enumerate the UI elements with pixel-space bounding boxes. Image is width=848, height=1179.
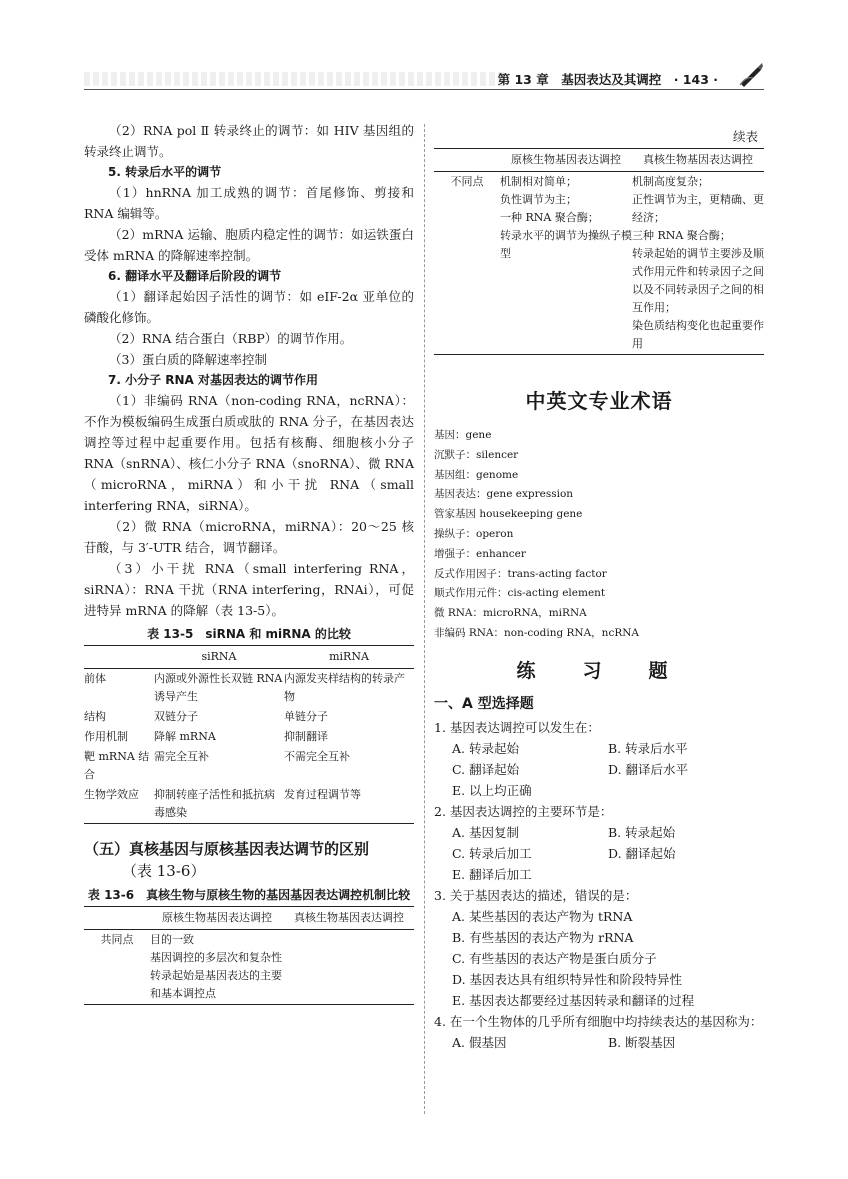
cell-line: 三种 RNA 聚合酶； [632,229,731,242]
table-cell: 抑制转座子活性和抵抗病毒感染 [154,788,275,819]
term-item: 反式作用因子：trans-acting factor [434,567,607,580]
table-header [434,149,500,172]
subheading: 5. 转录后水平的调节 [108,165,222,179]
option: A. 假基因 [452,1034,507,1050]
cell-line: 染色质结构变化也起重要作用 [632,319,764,350]
table-header [84,646,154,669]
option: A. 某些基因的表达产物为 tRNA [452,908,633,924]
cell-line: 目的一致 [150,933,194,946]
table-header: 真核生物基因表达调控 [632,149,764,172]
table-sirna-mirna [84,645,414,824]
term-item: 基因：gene [434,429,492,441]
question: 4. 在一个生物体的几乎所有细胞中均持续表达的基因称为： [434,1013,763,1029]
option: C. 转录后加工 [452,845,532,861]
table-cell: 前体 [84,672,106,685]
table-cell: 降解 mRNA [154,730,216,743]
table-row [84,747,414,785]
terms-title: 中英文专业术语 [525,389,673,413]
table-caption: 表 13-6 真核生物与原核生物的基因基因表达调控机制比较 [87,888,411,902]
term-item: 沉默子：silencer [434,448,519,461]
option: E. 基因表达都要经过基因转录和翻译的过程 [452,992,695,1008]
option: C. 有些基因的表达产物是蛋白质分子 [452,950,657,966]
terms-list [434,426,764,644]
section-heading-ref: （表 13-6） [122,862,206,880]
cell-line: 转录水平的调节为操纵子模型 [500,229,632,260]
subheading: 7. 小分子 RNA 对基因表达的调节作用 [108,373,319,387]
section-heading: （五）真核基因与原核基因表达调节的区别 [84,840,370,858]
option: B. 转录起始 [608,824,676,840]
table-cell: 发育过程调节等 [284,788,361,801]
table-header: miRNA [284,646,414,669]
right-column [434,120,764,1053]
option: B. 转录后水平 [608,740,688,756]
table-cell [150,930,284,1005]
exercises-title: 练 习 题 [516,659,682,682]
table-cell: 抑制翻译 [284,730,328,743]
table-cell: 内源发夹样结构的转录产物 [284,672,405,703]
paragraph: （3）蛋白质的降解速率控制 [109,352,267,367]
table-cell: 内源或外源性长双链 RNA 诱导产生 [154,672,283,703]
table-cell: 靶 mRNA 结合 [84,750,150,781]
option: D. 基因表达具有组织特异性和阶段特异性 [452,971,683,987]
table-cell: 生物学效应 [84,788,139,801]
paragraph: （1）hnRNA 加工成熟的调节：首尾修饰、剪接和 RNA 编辑等。 [84,185,414,221]
options [434,906,764,1011]
option: A. 转录起始 [452,740,519,756]
paragraph: （2）RNA 结合蛋白（RBP）的调节作用。 [109,331,353,346]
term-item: 管家基因 housekeeping gene [434,508,583,521]
left-column [84,120,414,1005]
option: B. 断裂基因 [608,1034,676,1050]
table-header-row [434,149,764,172]
page-header [84,64,764,90]
question-type-heading: 一、A 型选择题 [434,695,534,712]
cell-line: 机制相对简单； [500,175,577,188]
term-item: 基因组：genome [434,468,519,481]
question: 3. 关于基因表达的描述，错误的是： [434,887,638,903]
paragraph: （3）小干扰 RNA（small interfering RNA，siRNA）：RNA 干扰（RNA interfering，RNAi），可促进特异 mRNA 的降解（表 13-5）。 [84,561,414,618]
paragraph: （2）微 RNA（microRNA，miRNA）：20～25 核苷酸，与 3′-UTR 结合，调节翻译。 [84,519,414,555]
cell-line: 转录起始是基因表达的主要和基本调控点 [150,969,282,1000]
cell-line: 转录起始的调节主要涉及顺式作用元件和转录因子之间以及不同转录因子之间的相互作用； [632,247,764,314]
header-title: 第 13 章 基因表达及其调控 · 143 · [497,72,718,87]
option: E. 以上均正确 [452,782,532,798]
column-divider [424,124,425,1114]
term-item: 增强子：enhancer [434,547,526,560]
term-item: 微 RNA：microRNA，miRNA [434,607,587,620]
table-cell: 需完全互补 [154,750,209,763]
options [434,822,764,885]
term-item: 顺式作用元件：cis-acting element [434,587,606,600]
table-row [84,930,414,1005]
table-row [84,785,414,824]
options [434,1032,764,1053]
options [434,738,764,801]
header-decoration [84,72,504,86]
paragraph: （1）翻译起始因子活性的调节：如 eIF-2α 亚单位的磷酸化修饰。 [84,289,414,325]
cell-line: 基因调控的多层次和复杂性 [150,951,282,964]
option: D. 翻译起始 [608,845,676,861]
subheading: 6. 翻译水平及翻译后阶段的调节 [108,269,282,283]
header-rule [84,89,764,90]
table-header: 真核生物基因表达调控 [284,907,414,930]
table-header: 原核生物基因表达调控 [150,907,284,930]
table-regulation-comparison-continued [434,148,764,355]
option: B. 有些基因的表达产物为 rRNA [452,929,634,945]
table-header-row [84,646,414,669]
table-header [84,907,150,930]
question: 1. 基因表达调控可以发生在： [434,719,600,735]
table-row [84,707,414,727]
table-row [84,727,414,747]
cell-line: 一种 RNA 聚合酶； [500,211,599,224]
table-cell: 结构 [84,710,106,723]
table-continued-label: 续表 [732,129,758,144]
table-cell: 不需完全互补 [284,750,350,763]
pen-icon [738,62,764,88]
table-caption: 表 13-5 siRNA 和 miRNA 的比较 [147,627,351,641]
table-cell: 双链分子 [154,710,198,723]
table-header: siRNA [154,646,284,669]
option: A. 基因复制 [452,824,519,840]
table-cell [632,172,764,355]
table-header-row [84,907,414,930]
option: C. 翻译起始 [452,761,520,777]
paragraph: （2）RNA pol Ⅱ 转录终止的调节：如 HIV 基因组的转录终止调节。 [84,123,414,159]
table-regulation-comparison [84,906,414,1005]
cell-line: 负性调节为主； [500,193,577,206]
term-item: 操纵子：operon [434,527,514,540]
paragraph: （1）非编码 RNA（non-coding RNA，ncRNA）：不作为模板编码生成蛋白质或肽的 RNA 分子，在基因表达调控等过程中起重要作用。包括有核酶、细胞核小分子 RNA（snRNA）、核仁小分子 RNA（snoRNA）、微 RNA（microRNA，miRNA）和小干扰 RNA（small interfering RNA，siRNA）。 [84,393,414,513]
option: E. 翻译后加工 [452,866,532,882]
table-cell: 共同点 [100,933,134,946]
term-item: 基因表达：gene expression [434,488,574,501]
table-cell: 作用机制 [84,730,128,743]
table-row [434,172,764,355]
table-header: 原核生物基因表达调控 [500,149,632,172]
paragraph: （2）mRNA 运输、胞质内稳定性的调节：如运铁蛋白受体 mRNA 的降解速率控制。 [84,227,414,263]
cell-line: 正性调节为主，更精确、更经济； [632,193,764,224]
term-item: 非编码 RNA：non-coding RNA，ncRNA [434,626,640,639]
table-row [84,669,414,708]
option: D. 翻译后水平 [608,761,689,777]
table-cell: 单链分子 [284,710,328,723]
table-cell [500,172,632,355]
table-cell: 不同点 [450,175,484,188]
table-cell [284,930,414,1005]
question: 2. 基因表达调控的主要环节是： [434,803,613,819]
cell-line: 机制高度复杂； [632,175,709,188]
